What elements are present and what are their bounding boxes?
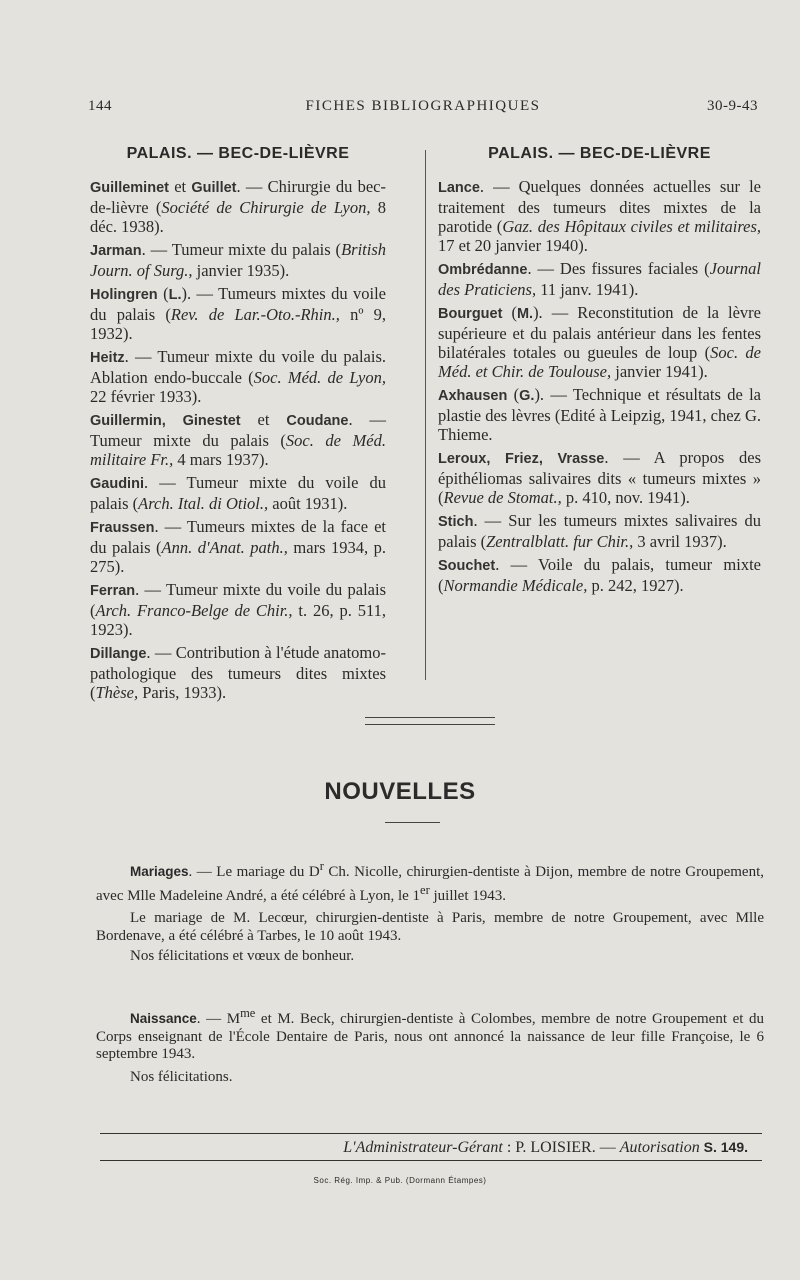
author: Leroux, Friez, Vrasse [438,451,605,467]
right-column [438,138,761,599]
issue-date: 30-9-43 [707,98,758,114]
author: Guillet [191,180,237,196]
entry-text: . — Tumeur mixte du voile du palais. Ablation endo-buccale ( [90,347,386,387]
entry-text: . — Voile du palais, tumeur mixte ( [438,555,761,595]
page-number: 144 [88,98,112,114]
author: Bourguet [438,306,503,322]
divider [365,717,495,718]
entry-text: . — Tumeur mixte du voile du palais ( [90,473,386,513]
bib-entry [438,385,761,444]
news-text: Ch. Nicolle, chirurgien-dentiste à Dijon, membre de notre Groupement, avec Mlle Madeleine André, a été célébré à Lyon, le 1 [96,864,764,904]
author: Lance [438,180,480,196]
section-title: PALAIS. — BEC-DE-LIÈVRE [488,145,711,162]
bib-entry [438,303,761,381]
bib-entry [90,473,386,513]
journal-source: Zentralblatt. fur Chir., [486,532,634,551]
entry-text: . — Chirurgie du bec-de-lièvre ( [90,177,386,217]
author: Ferran [90,583,136,599]
imprint-line [100,1139,762,1157]
journal-source: Journal des Praticiens, [438,259,761,299]
journal-source: British Journ. of Surg., [90,240,386,280]
entry-text: ). — Technique et résultats de la plastie des lèvres (Edité à Leipzig, 1941, chez G. Thieme. [438,385,762,444]
author: G. [519,388,535,404]
entry-text: mars 1934, p. 275). [90,538,387,576]
journal-source: Société de Chirurgie de Lyon, [161,198,371,217]
author: M. [516,306,534,322]
superscript: me [240,1006,256,1020]
entry-text: t. 26, p. 511, 1923). [90,601,386,639]
entry-text: 8 déc. 1938). [90,198,387,236]
entry-text: ( [502,303,517,322]
entry-text: . — Contribution à l'étude anatomo-pathologique des tumeurs dites mixtes ( [90,643,386,702]
journal-source: Arch. Franco-Belge de Chir., [95,601,293,620]
section-title: PALAIS. — BEC-DE-LIÈVRE [126,145,350,162]
entry-text: ( [507,385,520,404]
bib-entry [90,580,386,639]
running-head [88,98,758,120]
bib-entry [438,177,761,255]
entry-text: . — Tumeur mixte du palais ( [141,240,342,259]
divider [100,1160,762,1161]
author: Jarman [90,243,142,259]
entry-text: . — Quelques données actuelles sur le traitement des tumeurs dites mixtes de la parotide ( [438,177,761,236]
entry-text: 3 avril 1937). [633,532,727,551]
autorisation-label: Autorisation [619,1139,700,1156]
author: Fraussen [90,520,155,536]
entry-text: p. 410, nov. 1941). [561,488,690,507]
author: Axhausen [438,388,508,404]
entry-text: août 1931). [268,494,348,513]
author: Coudane [286,413,349,429]
author: Ombrédanne [438,262,528,278]
divider [100,1133,762,1134]
journal-source: Normandie Médicale, [443,576,588,595]
news-paragraph: Le mariage de M. Lecœur, chirurgien-dentiste à Paris, membre de notre Groupement, avec Mlle Bordenave, a été célébré à Tarbes, le 10 août 1943. [96,910,764,944]
entry-text: . — Tumeurs mixtes de la face et du palais ( [90,517,386,557]
bib-entry [438,511,761,551]
journal-source: Ann. d'Anat. path., [161,538,288,557]
journal-source: Rev. de Lar.-Oto.-Rhin., [170,305,340,324]
bib-entry [90,517,386,576]
mariages-block [96,858,764,966]
news-text: juillet 1943. [429,887,506,904]
bib-entry [438,448,761,507]
footer-text: : P. LOISIER. — [502,1139,620,1156]
author: L. [168,287,182,303]
news-text: . — M [196,1011,241,1027]
author: Souchet [438,558,496,574]
naissance-block [96,1005,764,1086]
journal-source: Soc. Méd. de Lyon, [253,368,386,387]
bib-entry [90,643,386,702]
bib-entry [438,555,761,595]
author: Stich [438,514,474,530]
author: Dillange [90,646,147,662]
news-text: . — Le mariage du D [188,864,320,880]
journal-source: Soc. de Méd. militaire Fr., [90,431,386,469]
journal-source: Gaz. des Hôpitaux civiles et militaires, [502,217,761,236]
author: Holingren [90,287,158,303]
news-paragraph [96,1005,764,1064]
running-title: FICHES BIBLIOGRAPHIQUES [305,98,541,114]
printer-credit: Soc. Rég. Imp. & Pub. (Dormann Étampes) [313,1176,487,1185]
entry-text: . — Tumeur mixte du voile du palais ( [90,580,386,620]
left-column [90,138,386,706]
bib-entry [90,284,386,343]
news-label: Naissance [130,1011,197,1026]
author: Gaudini [90,476,144,492]
news-heading: NOUVELLES [324,778,476,805]
bib-entry [90,347,386,406]
entry-text: . — Des fissures faciales ( [527,259,710,278]
entry-text: janvier 1941). [611,362,708,381]
bib-entry [438,259,761,299]
entry-text: janvier 1935). [192,261,290,280]
divider [365,724,495,725]
entry-text: 4 mars 1937). [173,450,269,469]
bib-entry [90,177,386,236]
author: Heitz [90,350,125,366]
entry-text: et [168,177,192,196]
superscript: r [319,859,324,873]
entry-text: ( [157,284,169,303]
news-label: Mariages [130,864,189,879]
entry-text: nº 9, 1932). [90,305,387,343]
journal-source: Thèse, [95,683,139,702]
entry-text: . — A propos des épithéliomas salivaires dits « tumeurs mixtes » ( [438,448,761,507]
journal-source: Arch. Ital. di Otiol., [138,494,269,513]
column-divider [425,150,426,680]
superscript: er [420,882,430,897]
author: Guilleminet [90,180,169,196]
admin-title: L'Administrateur-Gérant [343,1139,503,1156]
news-paragraph: Nos félicitations. [130,1068,233,1085]
journal-source: Soc. de Méd. et Chir. de Toulouse, [438,343,761,381]
bib-entry [90,410,386,469]
entry-text: p. 242, 1927). [587,576,684,595]
entry-text: ). — Reconstitution de la lèvre supérieure et du palais antérieur dans les fentes bilatérales totales ou gueules de loup ( [438,303,761,362]
bib-entry [90,240,386,280]
entry-text: 11 janv. 1941). [536,280,639,299]
entry-text: et [240,410,287,429]
autorisation-number: S. 149. [699,1139,748,1155]
entry-text: Paris, 1933). [138,683,227,702]
news-paragraph [96,858,764,905]
entry-text: . — Tumeur mixte du palais ( [90,410,387,450]
entry-text: 17 et 20 janvier 1940). [438,236,588,255]
entry-text: 22 février 1933). [90,387,202,406]
author: Guillermin, Ginestet [90,413,241,429]
entry-text: ). — Tumeurs mixtes du voile du palais ( [90,284,386,324]
journal-source: Revue de Stomat., [443,488,562,507]
divider [385,822,440,823]
entry-text: . — Sur les tumeurs mixtes salivaires du palais ( [438,511,761,551]
news-text: et M. Beck, chirurgien-dentiste à Colombes, membre de notre Groupement et du Corps enseignant de l'École Dentaire de Paris, nous ont annoncé la naissance de leur fille Françoise, le 6 septembre 1943. [96,1011,764,1062]
news-paragraph: Nos félicitations et vœux de bonheur. [130,948,355,964]
